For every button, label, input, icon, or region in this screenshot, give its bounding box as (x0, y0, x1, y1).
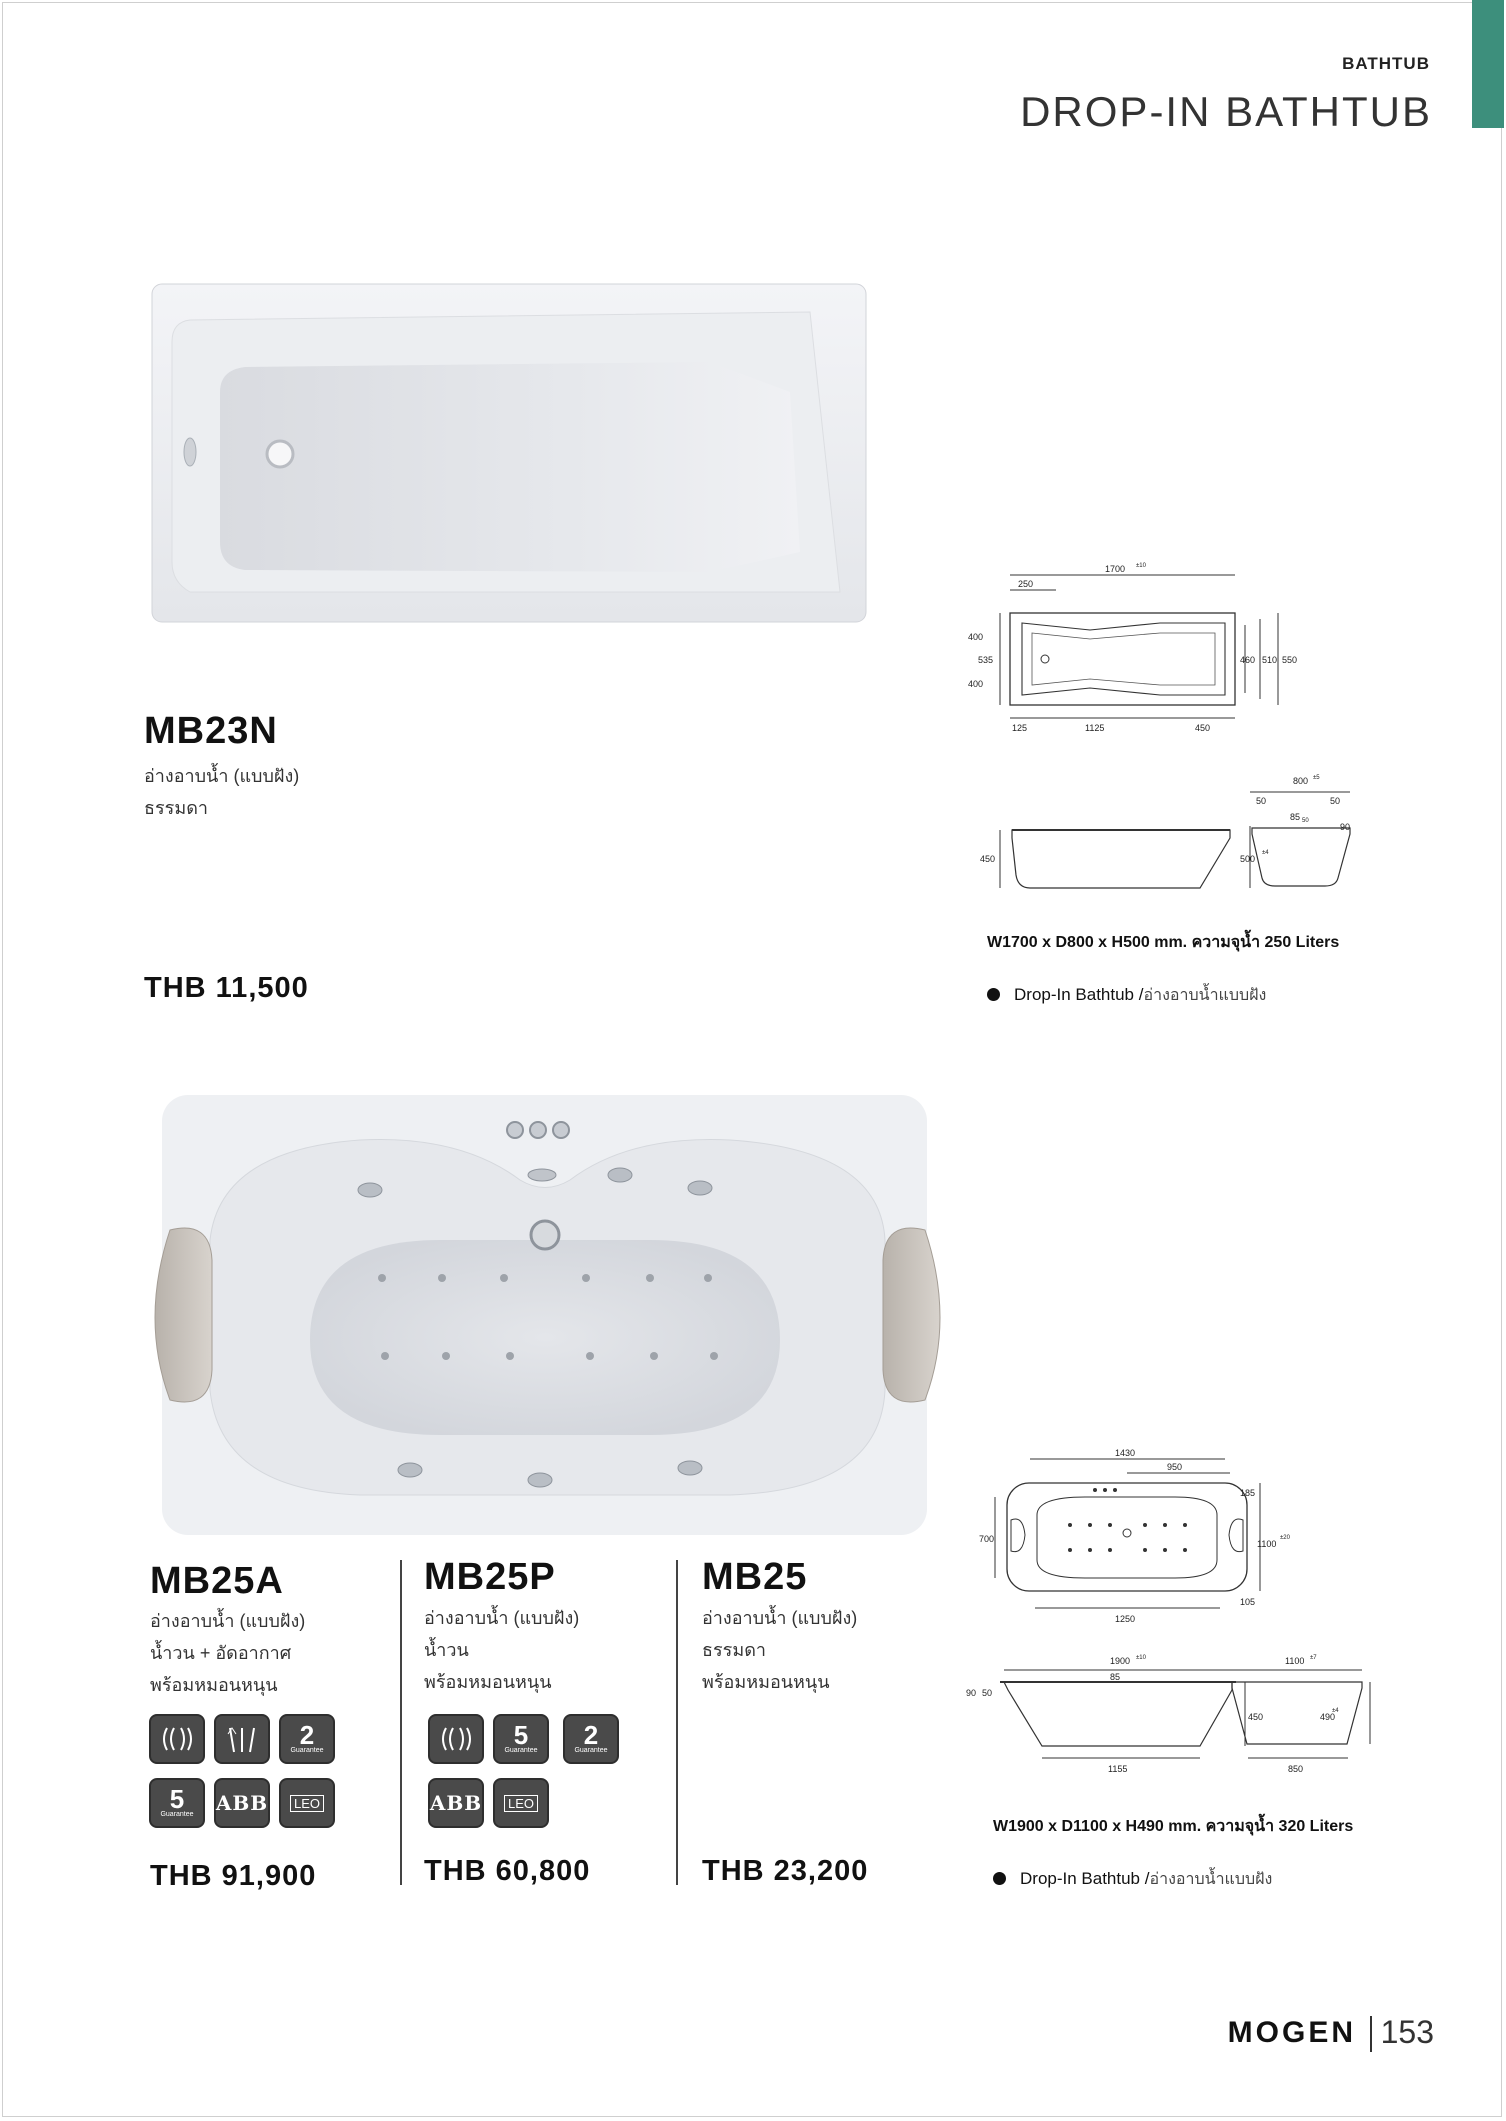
whirlpool-jet-icon (438, 1724, 474, 1754)
type-th: อ่างอาบน้ำแบบฝัง (1143, 987, 1267, 1004)
abb-badge (428, 1778, 484, 1828)
mb25p-desc-line: พร้อมหมอนหนุน (424, 1672, 552, 1692)
mb25-type (993, 1867, 1272, 1892)
dim-h500-tol: ±4 (1262, 850, 1269, 856)
guarantee-number: 5 (169, 1784, 185, 1814)
dim-105: 105 (1240, 1597, 1256, 1607)
mb25-price: THB 23,200 (702, 1855, 869, 1887)
leo-badge (493, 1778, 549, 1828)
mb25a-desc-line: พร้อมหมอนหนุน (150, 1675, 278, 1695)
dim-400b: 400 (968, 679, 984, 689)
dim-1100b: 1100 (1285, 1656, 1305, 1666)
dim-1100b-tol: ±7 (1310, 1655, 1317, 1661)
dim-1100: 1100 (1257, 1539, 1277, 1549)
bullet-dot (987, 988, 1000, 1001)
guarantee-number: 5 (513, 1720, 529, 1750)
air-jet-icon (224, 1724, 260, 1754)
mb25a-price: THB 91,900 (150, 1860, 317, 1892)
mb25a-model: MB25A (150, 1560, 284, 1602)
dim-1100-tol: ±20 (1280, 1535, 1290, 1541)
whirlpool-jet-icon (159, 1724, 195, 1754)
dim-1250: 1250 (1115, 1614, 1136, 1624)
mb25p-model: MB25P (424, 1556, 556, 1598)
type-th: อ่างอาบน้ำแบบฝัง (1149, 1871, 1273, 1888)
dim-length: 1700 (1105, 564, 1126, 574)
dim-450: 450 (1195, 723, 1211, 733)
dim-510: 510 (1262, 655, 1278, 665)
guarantee-number: 2 (299, 1720, 315, 1750)
guarantee-label: Guarantee (290, 1747, 324, 1754)
mb25a-desc-line: อ่างอาบน้ำ (แบบฝัง) (150, 1611, 306, 1631)
dim-550: 550 (1282, 655, 1298, 665)
dim-950: 950 (1167, 1462, 1183, 1472)
dim-85: 85 (1290, 812, 1301, 822)
page-title: DROP-IN BATHTUB (1020, 88, 1432, 135)
dim-90b: 90 (966, 1688, 977, 1698)
guarantee-5-badge (149, 1778, 205, 1828)
dim-460: 460 (1240, 655, 1256, 665)
mb25-desc-line: ธรรมดา (702, 1640, 766, 1660)
dim-400a: 400 (968, 632, 984, 642)
leo-logo: LEO (504, 1795, 538, 1812)
dim-535: 535 (978, 655, 994, 665)
air-jet-badge (214, 1714, 270, 1764)
dim-850: 850 (1288, 1764, 1304, 1774)
leo-logo: LEO (290, 1795, 324, 1812)
dim-490-tol: ±4 (1332, 1708, 1339, 1714)
dim-85b: 85 (1110, 1672, 1121, 1682)
guarantee-2-badge (279, 1714, 335, 1764)
dim-90: 90 (1340, 822, 1351, 832)
mb25p-desc-line: อ่างอาบน้ำ (แบบฝัง) (424, 1608, 580, 1628)
dim-185: 185 (1240, 1488, 1256, 1498)
dim-490: 490 (1320, 1712, 1336, 1722)
mb25p-price: THB 60,800 (424, 1855, 591, 1887)
abb-badge (214, 1778, 270, 1828)
guarantee-label: Guarantee (160, 1811, 194, 1818)
dim-450b: 450 (1248, 1712, 1264, 1722)
dim-h500: 500 (1240, 854, 1256, 864)
dim-w800: 800 (1293, 776, 1309, 786)
dim-1125: 1125 (1085, 723, 1105, 733)
mb23n-type (987, 983, 1266, 1008)
mb25-side-view-drawing (960, 1648, 1340, 1774)
mb25p-description (424, 1602, 579, 1698)
dim-1430: 1430 (1115, 1448, 1136, 1458)
mb23n-price: THB 11,500 (144, 972, 309, 1004)
dim-50-b: 50 (982, 1688, 993, 1698)
dim-50c: 50 (1302, 818, 1309, 824)
mb23n-dimensions: W1700 x D800 x H500 mm. ความจุน้ำ 250 Liters (987, 934, 1340, 951)
dim-1900-tol: ±10 (1136, 1655, 1146, 1661)
mb23n-desc-line: ธรรมดา (144, 798, 208, 818)
mb25-top-view-drawing (975, 1445, 1305, 1630)
mb23n-model: MB23N (144, 710, 278, 752)
guarantee-label: Guarantee (574, 1747, 608, 1754)
type-en: Drop-In Bathtub / (1020, 1869, 1150, 1888)
dim-125: 125 (1012, 723, 1028, 733)
column-divider (676, 1560, 678, 1885)
dim-50b: 50 (1330, 796, 1341, 806)
column-divider (400, 1560, 402, 1885)
footer-divider (1370, 2016, 1372, 2052)
mb23n-top-view-drawing (960, 555, 1300, 745)
dim-1155: 1155 (1108, 1764, 1128, 1774)
page-number: 153 (1380, 2014, 1434, 2050)
mb25a-description (150, 1605, 305, 1701)
mb25-desc-line: อ่างอาบน้ำ (แบบฝัง) (702, 1608, 858, 1628)
mb25a-desc-line: น้ำวน + อัดอากาศ (150, 1643, 292, 1663)
mb23n-description (144, 760, 299, 824)
dim-250: 250 (1018, 579, 1034, 589)
dim-h450: 450 (980, 854, 996, 864)
mb25-dimensions: W1900 x D1100 x H490 mm. ความจุน้ำ 320 Liters (993, 1818, 1354, 1835)
guarantee-number: 2 (583, 1720, 599, 1750)
section-tab (1472, 0, 1504, 128)
dim-length-tol: ±10 (1136, 563, 1146, 569)
whirlpool-jet-badge (149, 1714, 205, 1764)
guarantee-5-badge (493, 1714, 549, 1764)
type-en: Drop-In Bathtub / (1014, 985, 1144, 1004)
leo-badge (279, 1778, 335, 1828)
whirlpool-jet-badge (428, 1714, 484, 1764)
dim-50a: 50 (1256, 796, 1267, 806)
dim-1900: 1900 (1110, 1656, 1131, 1666)
mb25-model: MB25 (702, 1556, 808, 1598)
dim-700: 700 (979, 1534, 995, 1544)
guarantee-2-badge (563, 1714, 619, 1764)
abb-logo: ABB (215, 1791, 269, 1815)
abb-logo: ABB (429, 1791, 483, 1815)
bullet-dot (993, 1872, 1006, 1885)
category-label: BATHTUB (1342, 54, 1430, 73)
brand-logo: MOGEN (1227, 2016, 1356, 2049)
mb23n-photo (150, 282, 870, 627)
dim-w800-tol: ±5 (1313, 775, 1320, 781)
mb25p-desc-line: น้ำวน (424, 1640, 469, 1660)
mb23n-desc-line: อ่างอาบน้ำ (แบบฝัง) (144, 766, 300, 786)
mb23n-side-view-drawing (960, 770, 1351, 895)
guarantee-label: Guarantee (504, 1747, 538, 1754)
mb25-desc-line: พร้อมหมอนหนุน (702, 1672, 830, 1692)
mb25-description (702, 1602, 857, 1698)
mb25-photo (140, 1090, 955, 1540)
